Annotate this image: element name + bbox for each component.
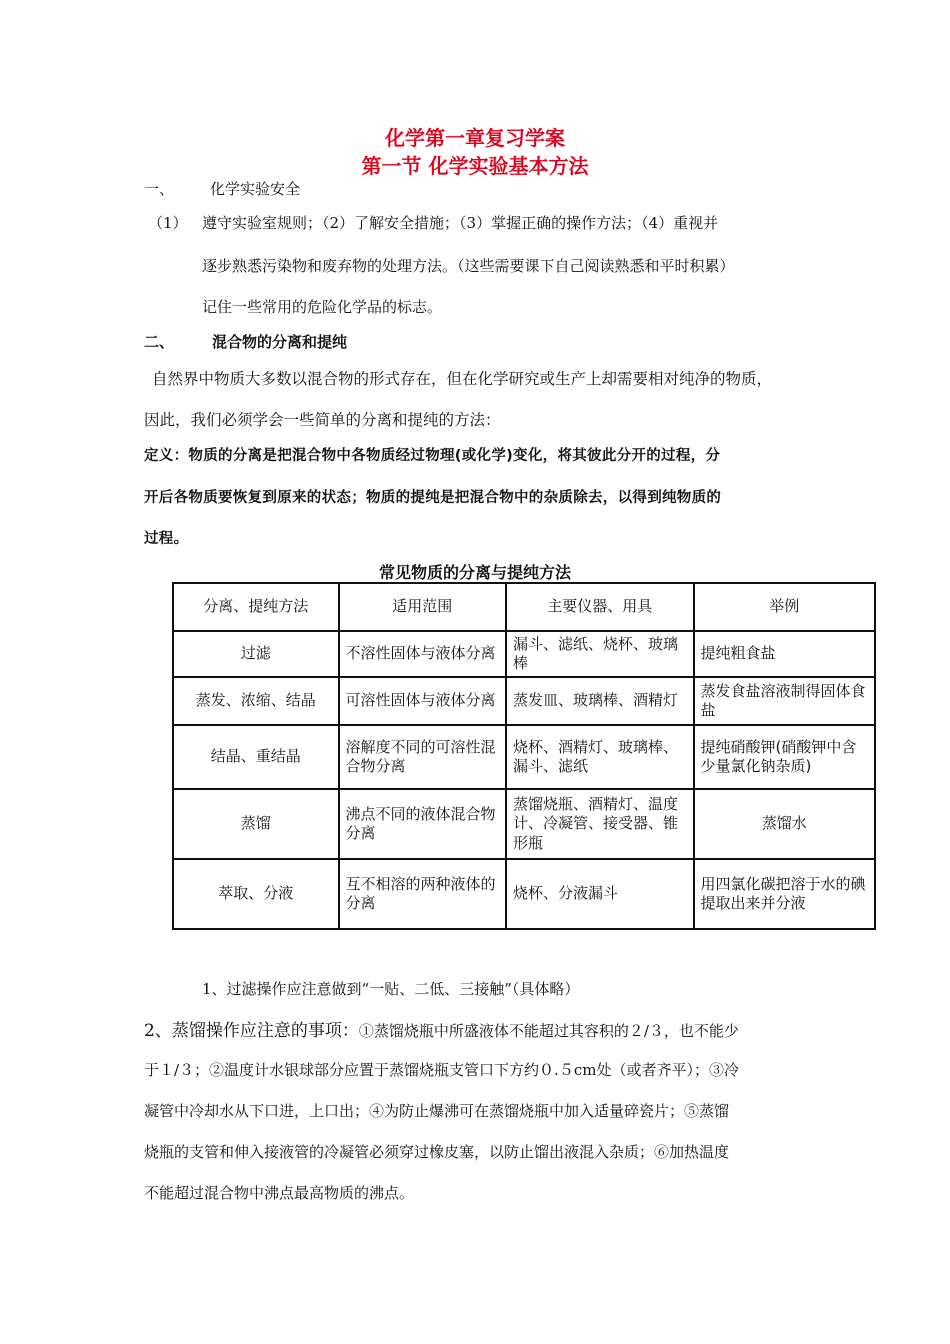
equipment-cell: 烧杯、分液漏斗 [506, 859, 693, 929]
scope-cell: 沸点不同的液体混合物分离 [339, 789, 506, 859]
table-row [173, 631, 875, 677]
equipment-cell: 漏斗、滤纸、烧杯、玻璃棒 [506, 631, 693, 677]
section2-number: 二、 [144, 333, 175, 351]
definition-line: 过程。 [144, 531, 189, 547]
scope-cell: 可溶性固体与液体分离 [339, 677, 506, 725]
example-cell: 用四氯化碳把溶于水的碘提取出来并分液 [694, 859, 876, 929]
section1-heading: 化学实验安全 [210, 180, 301, 198]
definition-line: 开后各物质要恢复到原来的状态；物质的提纯是把混合物中的杂质除去，以得到纯物质的 [144, 490, 722, 506]
filtration-note: 1、过滤操作应注意做到“一贴、二低、三接触”（具体略） [202, 980, 580, 998]
distillation-note-line: 烧瓶的支管和伸入接液管的冷凝管必须穿过橡皮塞，以防止馏出液混入杂质；⑥加热温度 [144, 1143, 730, 1161]
page-title: 化学第一章复习学案 [385, 126, 565, 150]
intro-paragraph-line: 自然界中物质大多数以混合物的形式存在，但在化学研究或生产上却需要相对纯净的物质， [152, 370, 773, 388]
method-cell: 结晶、重结晶 [173, 725, 339, 789]
section1-item-number: （1） [148, 214, 188, 232]
table-row [173, 789, 875, 859]
method-cell: 萃取、分液 [173, 859, 339, 929]
method-cell: 蒸馏 [173, 789, 339, 859]
scope-cell: 不溶性固体与液体分离 [339, 631, 506, 677]
equipment-cell: 蒸发皿、玻璃棒、酒精灯 [506, 677, 693, 725]
example-cell: 提纯硝酸钾(硝酸钾中含少量氯化钠杂质) [694, 725, 876, 789]
table-header-row [173, 583, 875, 631]
distillation-note-line: 不能超过混合物中沸点最高物质的沸点。 [144, 1184, 415, 1202]
section1-number: 一、 [144, 180, 175, 198]
distillation-note-text: ①蒸馏烧瓶中所盛液体不能超过其容积的２/３，也不能少 [358, 1022, 739, 1040]
table-row [173, 859, 875, 929]
column-header: 分离、提纯方法 [173, 583, 339, 631]
example-cell: 蒸发食盐溶液制得固体食盐 [694, 677, 876, 725]
column-header: 适用范围 [339, 583, 506, 631]
column-header: 主要仪器、用具 [506, 583, 693, 631]
section1-line: 记住一些常用的危险化学品的标志。 [202, 298, 443, 316]
distillation-note-line: 凝管中冷却水从下口进，上口出；④为防止爆沸可在蒸馏烧瓶中加入适量碎瓷片；⑤蒸馏 [144, 1102, 730, 1120]
scope-cell: 溶解度不同的可溶性混合物分离 [339, 725, 506, 789]
table-title: 常见物质的分离与提纯方法 [378, 563, 571, 582]
separation-methods-table [172, 582, 876, 930]
method-cell: 过滤 [173, 631, 339, 677]
section1-line: 逐步熟悉污染物和废弃物的处理方法。（这些需要课下自己阅读熟悉和平时积累） [202, 257, 735, 275]
definition-line: 定义：物质的分离是把混合物中各物质经过物理(或化学)变化，将其彼此分开的过程，分 [144, 448, 721, 464]
distillation-note-lead: 2、蒸馏操作应注意的事项： [144, 1021, 359, 1041]
intro-paragraph-line: 因此，我们必须学会一些简单的分离和提纯的方法： [144, 411, 501, 429]
distillation-note-line: 于１/３；②温度计水银球部分应置于蒸馏烧瓶支管口下方约０.５cm处（或者齐平）；③冷 [144, 1061, 739, 1079]
table-row [173, 677, 875, 725]
example-cell: 蒸馏水 [694, 789, 876, 859]
equipment-cell: 烧杯、酒精灯、玻璃棒、漏斗、滤纸 [506, 725, 693, 789]
section2-heading: 混合物的分离和提纯 [212, 333, 348, 351]
equipment-cell: 蒸馏烧瓶、酒精灯、温度计、冷凝管、接受器、锥形瓶 [506, 789, 693, 859]
example-cell: 提纯粗食盐 [694, 631, 876, 677]
distillation-note-first-line [144, 1016, 739, 1041]
scope-cell: 互不相溶的两种液体的分离 [339, 859, 506, 929]
section1-line: 遵守实验室规则；（2）了解安全措施；（3）掌握正确的操作方法；（4）重视并 [202, 214, 719, 232]
page-subtitle: 第一节 化学实验基本方法 [361, 154, 589, 178]
method-cell: 蒸发、浓缩、结晶 [173, 677, 339, 725]
table-row [173, 725, 875, 789]
column-header: 举例 [694, 583, 876, 631]
